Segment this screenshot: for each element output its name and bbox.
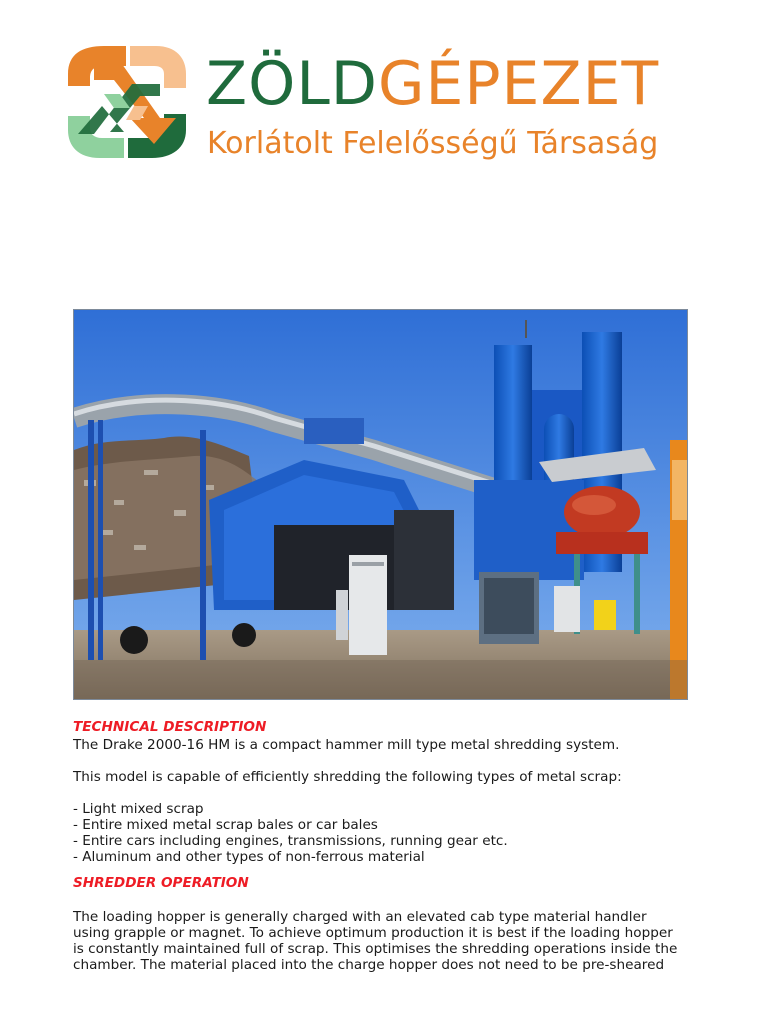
company-name (206, 48, 659, 120)
company-name-part2: GÉPEZET (377, 49, 660, 119)
shredder-operation-heading: SHREDDER OPERATION (73, 875, 249, 891)
technical-intro: The Drake 2000-16 HM is a compact hammer mill type metal shredding system. (73, 737, 620, 753)
company-logo-icon (64, 44, 190, 160)
document-body (73, 717, 713, 973)
technical-capability: This model is capable of efficiently shredding the following types of metal scrap: (73, 769, 622, 785)
operation-line: chamber. The material placed into the charge hopper does not need to be pre-sheared (73, 957, 665, 973)
shredder-plant-photo (73, 309, 688, 700)
company-name-part1: ZÖLD (206, 49, 378, 119)
company-subtitle: Korlátolt Felelősségű Társaság (207, 126, 659, 161)
technical-description-heading: TECHNICAL DESCRIPTION (73, 719, 267, 735)
scrap-types-list (73, 801, 713, 865)
operation-line: is constantly maintained full of scrap. This optimises the shredding operations inside the (73, 941, 678, 957)
list-item: - Entire cars including engines, transmissions, running gear etc. (73, 833, 508, 849)
operation-line: The loading hopper is generally charged with an elevated cab type material handler (73, 909, 647, 925)
list-item: - Light mixed scrap (73, 801, 204, 817)
list-item: - Entire mixed metal scrap bales or car bales (73, 817, 378, 833)
list-item: - Aluminum and other types of non-ferrous material (73, 849, 425, 865)
operation-line: using grapple or magnet. To achieve optimum production it is best if the loading hopper (73, 925, 673, 941)
